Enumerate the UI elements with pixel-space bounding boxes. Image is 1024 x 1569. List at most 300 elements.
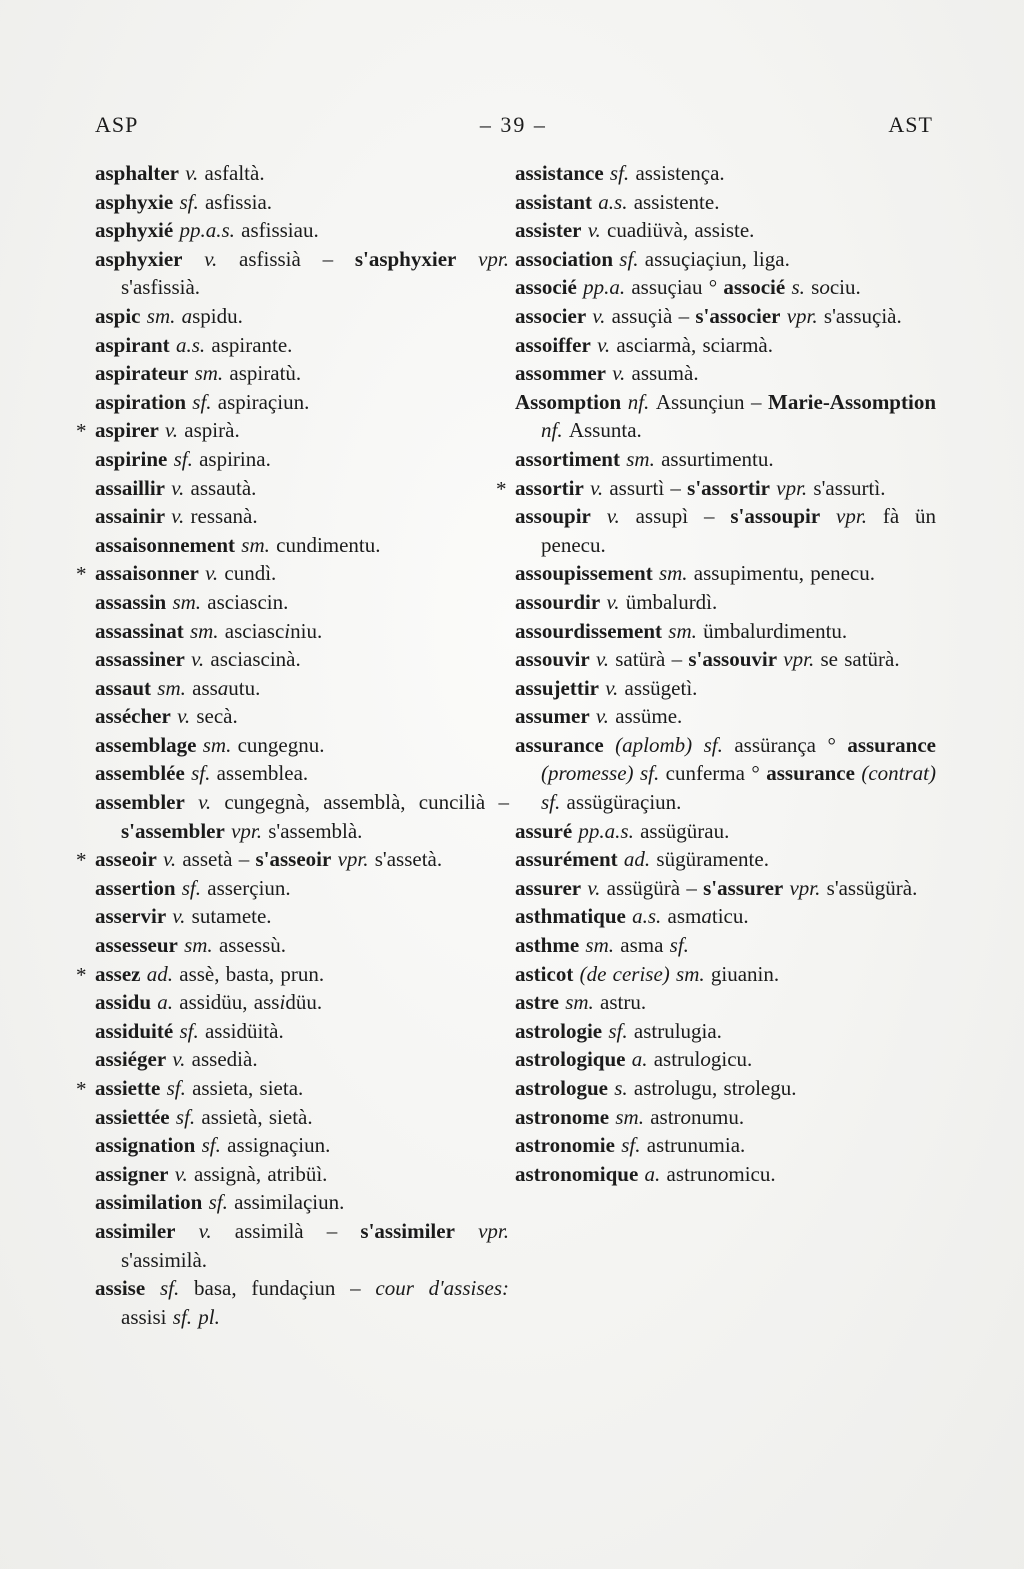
dictionary-entry bbox=[95, 188, 509, 217]
translation-text: astrul bbox=[653, 1047, 701, 1072]
translation-text: astrun bbox=[666, 1161, 718, 1186]
translation-text: asm bbox=[667, 904, 702, 929]
grammar-label: pp.a.s. bbox=[572, 818, 641, 843]
dictionary-entry bbox=[95, 1160, 509, 1189]
grammar-label: v. bbox=[598, 675, 625, 700]
translation-text: assimilà – bbox=[234, 1218, 361, 1243]
translation-text: aspirina. bbox=[199, 446, 271, 471]
grammar-label: vpr. bbox=[820, 504, 883, 529]
grammar-label: sf. bbox=[173, 1018, 205, 1043]
left-column bbox=[76, 159, 509, 1331]
grammar-label: v. bbox=[605, 361, 632, 386]
headword: assourdir bbox=[515, 589, 601, 614]
dictionary-entry bbox=[95, 1017, 509, 1046]
translation-text: assignaçiun. bbox=[227, 1133, 331, 1158]
grammar-label: vpr. bbox=[783, 875, 827, 900]
grammar-label: v. bbox=[583, 475, 610, 500]
grammar-label: a. bbox=[625, 1047, 654, 1072]
translation-text: cuadiüvà, assiste. bbox=[607, 218, 755, 243]
headword: Marie-Assomption bbox=[768, 389, 936, 414]
dictionary-entry bbox=[95, 617, 509, 646]
translation-text: gicu. bbox=[710, 1047, 753, 1072]
dictionary-entry bbox=[95, 359, 509, 388]
headword: assertion bbox=[95, 875, 176, 900]
dictionary-entry bbox=[95, 988, 509, 1017]
grammar-label: sm. bbox=[151, 675, 193, 700]
dictionary-entry bbox=[515, 988, 936, 1017]
headword: s'asphyxier bbox=[354, 246, 457, 271]
translation-text: assistente. bbox=[633, 189, 720, 214]
dictionary-entry bbox=[95, 788, 509, 845]
headword: aspirateur bbox=[95, 361, 189, 386]
grammar-label: a.s. bbox=[625, 904, 668, 929]
dictionary-columns bbox=[76, 159, 936, 1331]
grammar-label: nf. bbox=[541, 418, 569, 443]
translation-text: assurtì – bbox=[609, 475, 688, 500]
translation-text: assidüu, ass bbox=[179, 990, 280, 1015]
translation-text: assignà, atribüì. bbox=[194, 1161, 328, 1186]
grammar-label: (aplomb) sf. bbox=[603, 732, 735, 757]
translation-text: assupimentu, penecu. bbox=[693, 561, 875, 586]
dictionary-entry bbox=[95, 902, 509, 931]
translation-text: astrulugia. bbox=[633, 1018, 722, 1043]
dictionary-entry bbox=[95, 1103, 509, 1132]
dictionary-entry bbox=[515, 388, 936, 445]
translation-text: asfissia. bbox=[204, 189, 273, 214]
dictionary-entry bbox=[515, 502, 936, 559]
grammar-label: ad. bbox=[140, 961, 180, 986]
translation-text: ticu. bbox=[711, 904, 749, 929]
headword: asphyxier bbox=[95, 246, 183, 271]
asterisk-marker: * bbox=[496, 476, 507, 501]
grammar-label: a bbox=[181, 303, 193, 328]
grammar-label: sm. bbox=[619, 446, 662, 471]
dictionary-entry bbox=[515, 902, 936, 931]
headword: assez bbox=[95, 961, 141, 986]
translation-text: asfissiau. bbox=[241, 218, 319, 243]
headword: assurément bbox=[515, 847, 618, 872]
translation-text: astrunumia. bbox=[646, 1133, 746, 1158]
grammar-label: v. bbox=[589, 704, 616, 729]
dictionary-entry bbox=[95, 588, 509, 617]
grammar-label: sf. bbox=[602, 1018, 634, 1043]
translation-text: asfaltà. bbox=[204, 161, 265, 185]
grammar-label: vpr. bbox=[770, 475, 814, 500]
grammar-label: sf. bbox=[202, 1190, 235, 1215]
dictionary-entry bbox=[95, 445, 509, 474]
translation-text: aspirante. bbox=[211, 332, 293, 357]
asterisk-marker: * bbox=[76, 962, 87, 987]
grammar-label: v. bbox=[586, 303, 612, 328]
dictionary-entry bbox=[515, 559, 936, 588]
grammar-label: sm. bbox=[662, 618, 704, 643]
grammar-label: sf. bbox=[195, 1133, 228, 1158]
headword: assuré bbox=[515, 818, 573, 843]
headword: assouvir bbox=[515, 647, 590, 672]
translation-text: asciasc bbox=[224, 618, 285, 643]
dictionary-entry bbox=[95, 216, 509, 245]
headword: assise bbox=[95, 1276, 146, 1301]
headword: assortir bbox=[515, 475, 584, 500]
translation-text: assietà, sietà. bbox=[201, 1104, 313, 1129]
dictionary-entry bbox=[496, 474, 936, 503]
grammar-label: v. bbox=[590, 332, 617, 357]
dictionary-entry bbox=[95, 1217, 509, 1274]
headword: assistance bbox=[515, 161, 604, 185]
translation-text: assügetì. bbox=[624, 675, 698, 700]
grammar-label: a.s. bbox=[592, 189, 634, 214]
dictionary-entry bbox=[515, 273, 936, 302]
grammar-label: a. bbox=[638, 1161, 667, 1186]
dictionary-entry bbox=[515, 817, 936, 846]
grammar-label: sm. bbox=[652, 561, 694, 586]
headword: assoiffer bbox=[515, 332, 591, 357]
headword: astronomique bbox=[515, 1161, 639, 1186]
headword: Assomption bbox=[515, 389, 622, 414]
headword: assoupir bbox=[515, 504, 591, 529]
grammar-label: a bbox=[217, 675, 229, 700]
dictionary-entry bbox=[95, 474, 509, 503]
dictionary-entry bbox=[95, 1274, 509, 1331]
headword: assemblée bbox=[95, 761, 185, 786]
headword: asphyxié bbox=[95, 218, 174, 243]
translation-text: assedià. bbox=[191, 1047, 258, 1072]
headword: assourdissement bbox=[515, 618, 663, 643]
translation-text: secà. bbox=[196, 704, 238, 729]
headword: s'asseoir bbox=[255, 847, 332, 872]
translation-text: asma bbox=[620, 933, 670, 958]
grammar-label: v. bbox=[600, 589, 626, 614]
dictionary-entry bbox=[95, 531, 509, 560]
translation-text: sutamete. bbox=[191, 904, 272, 929]
translation-text: ciu. bbox=[829, 275, 861, 300]
headword: assécher bbox=[95, 704, 171, 729]
grammar-label: v. bbox=[184, 647, 211, 672]
page-number: – 39 – bbox=[479, 112, 547, 137]
translation-text: niu. bbox=[290, 618, 323, 643]
dictionary-entry bbox=[515, 1160, 936, 1189]
grammar-label: v. bbox=[198, 561, 225, 586]
translation-text: s'asfissià. bbox=[121, 275, 201, 300]
translation-text: aspirà. bbox=[184, 418, 240, 443]
dictionary-entry bbox=[515, 1131, 936, 1160]
grammar-label: sf. bbox=[184, 761, 217, 786]
translation-text: astru. bbox=[600, 990, 647, 1015]
translation-text: s'assetà. bbox=[374, 847, 443, 872]
translation-text: assistença. bbox=[635, 161, 725, 185]
dictionary-entry bbox=[515, 216, 936, 245]
grammar-label: i bbox=[284, 618, 291, 643]
headword: aspirine bbox=[95, 446, 168, 471]
headword: association bbox=[515, 246, 614, 271]
grammar-label: o bbox=[744, 1076, 756, 1100]
headword: assujettir bbox=[515, 675, 599, 700]
dictionary-entry bbox=[95, 159, 509, 188]
translation-text: assupì – bbox=[635, 504, 731, 529]
translation-text: astr bbox=[650, 1104, 681, 1129]
headword: assassiner bbox=[95, 647, 185, 672]
grammar-label: sm. bbox=[579, 933, 621, 958]
grammar-label: pp.a. bbox=[576, 275, 632, 300]
dictionary-entry bbox=[95, 759, 509, 788]
grammar-label: v. bbox=[158, 418, 185, 443]
dictionary-entry bbox=[95, 1131, 509, 1160]
headword: assortiment bbox=[515, 446, 620, 471]
grammar-label: v. bbox=[166, 1047, 192, 1072]
dictionary-entry bbox=[515, 1103, 936, 1132]
translation-text: assetà – bbox=[182, 847, 256, 872]
translation-text: cundimentu. bbox=[276, 532, 381, 557]
grammar-label: i bbox=[279, 990, 286, 1015]
translation-text: s'assügürà. bbox=[826, 875, 918, 900]
translation-text: Assunçiun – bbox=[655, 389, 769, 414]
headword: aspiration bbox=[95, 389, 187, 414]
grammar-label: sm. bbox=[140, 303, 182, 328]
grammar-label: v. bbox=[156, 847, 183, 872]
right-column bbox=[496, 159, 936, 1331]
asterisk-marker: * bbox=[76, 562, 87, 587]
translation-text: ass bbox=[192, 675, 218, 700]
grammar-label: sf. bbox=[669, 933, 689, 958]
headword: assiette bbox=[95, 1076, 161, 1100]
grammar-label: v. bbox=[182, 246, 240, 271]
dictionary-entry bbox=[95, 702, 509, 731]
dictionary-entry bbox=[515, 1074, 936, 1103]
asterisk-marker: * bbox=[76, 419, 87, 444]
dictionary-entry bbox=[95, 674, 509, 703]
translation-text: assidüità. bbox=[204, 1018, 284, 1043]
headword: astrologique bbox=[515, 1047, 626, 1072]
translation-text: spidu. bbox=[192, 303, 243, 328]
dictionary-entry bbox=[515, 588, 936, 617]
translation-text: ümbalurdì. bbox=[625, 589, 718, 614]
headword: assaillir bbox=[95, 475, 166, 500]
grammar-label: v. bbox=[168, 1161, 195, 1186]
grammar-label: sf. bbox=[160, 1076, 193, 1100]
dictionary-entry bbox=[515, 645, 936, 674]
grammar-label: sm. bbox=[609, 1104, 651, 1129]
translation-text: cundì. bbox=[224, 561, 277, 586]
dictionary-entry bbox=[95, 874, 509, 903]
grammar-label: v. bbox=[175, 1218, 235, 1243]
translation-text: astr bbox=[633, 1076, 665, 1100]
translation-text: assemblea. bbox=[216, 761, 309, 786]
grammar-label: a. bbox=[151, 990, 180, 1015]
dictionary-entry bbox=[76, 1074, 509, 1103]
dictionary-entry bbox=[515, 159, 936, 188]
headword: assassin bbox=[95, 589, 167, 614]
translation-text: assè, basta, prun. bbox=[179, 961, 325, 986]
headword: aspic bbox=[95, 303, 141, 328]
headword: assimiler bbox=[95, 1218, 176, 1243]
translation-text: s'assurtì. bbox=[813, 475, 886, 500]
headword: assidu bbox=[95, 990, 152, 1015]
dictionary-entry bbox=[95, 931, 509, 960]
grammar-label: s. bbox=[785, 275, 812, 300]
headword: assaisonnement bbox=[95, 532, 236, 557]
headword: asseoir bbox=[95, 847, 157, 872]
translation-text: Assunta. bbox=[568, 418, 642, 443]
headword: assurer bbox=[515, 875, 582, 900]
grammar-label: sm. bbox=[558, 990, 601, 1015]
grammar-label: vpr. bbox=[456, 246, 509, 271]
dictionary-entry bbox=[76, 845, 509, 874]
translation-text: assügürà – bbox=[606, 875, 704, 900]
dictionary-entry bbox=[515, 1045, 936, 1074]
grammar-label: o bbox=[717, 1161, 729, 1186]
headword: assignation bbox=[95, 1133, 196, 1158]
translation-text: assisi bbox=[121, 1304, 173, 1329]
headword: assemblage bbox=[95, 732, 197, 757]
headword: asservir bbox=[95, 904, 167, 929]
translation-text: assimilaçiun. bbox=[234, 1190, 345, 1215]
grammar-label: s. bbox=[607, 1076, 634, 1100]
headword: assaut bbox=[95, 675, 152, 700]
headword: assimilation bbox=[95, 1190, 203, 1215]
translation-text: s'assimilà. bbox=[121, 1247, 208, 1272]
grammar-label: o bbox=[680, 1104, 692, 1129]
headword: s'assortir bbox=[687, 475, 770, 500]
translation-text: utu. bbox=[228, 675, 261, 700]
dictionary-entry bbox=[76, 416, 509, 445]
grammar-label: o bbox=[819, 275, 830, 300]
grammar-label: v. bbox=[166, 904, 192, 929]
grammar-label: sm. bbox=[196, 732, 238, 757]
grammar-label: (contrat) sf. bbox=[541, 761, 936, 815]
grammar-label: v. bbox=[165, 475, 191, 500]
dictionary-entry bbox=[95, 645, 509, 674]
translation-text: basa, fundaçiun – bbox=[194, 1276, 376, 1301]
translation-text: ümbalurdimentu. bbox=[703, 618, 848, 643]
grammar-label: sf. bbox=[603, 161, 636, 185]
headword: s'assouvir bbox=[688, 647, 778, 672]
translation-text: asciarmà, sciarmà. bbox=[616, 332, 773, 357]
translation-text: giuanin. bbox=[710, 961, 780, 986]
asterisk-marker: * bbox=[76, 1077, 87, 1101]
translation-text: s'assuçià. bbox=[823, 303, 902, 328]
grammar-label: v. bbox=[581, 875, 607, 900]
translation-text: lugu, str bbox=[674, 1076, 745, 1100]
dictionary-entry bbox=[515, 617, 936, 646]
headword: s'associer bbox=[695, 303, 781, 328]
headword: assister bbox=[515, 218, 582, 243]
dictionary-entry bbox=[515, 931, 936, 960]
translation-text: asciascin. bbox=[207, 589, 289, 614]
headword: asticot bbox=[515, 961, 574, 986]
translation-text: assügüraçiun. bbox=[566, 790, 682, 815]
header-guide-word-right: AST bbox=[888, 112, 933, 137]
dictionary-entry bbox=[95, 245, 509, 302]
grammar-label: vpr. bbox=[224, 818, 269, 843]
headword: assurance bbox=[847, 732, 936, 757]
translation-text: fà ün penecu. bbox=[541, 504, 936, 557]
grammar-label: vpr. bbox=[331, 847, 375, 872]
grammar-label: (de cerise) sm. bbox=[573, 961, 711, 986]
headword: assistant bbox=[515, 189, 593, 214]
grammar-label: nf. bbox=[621, 389, 656, 414]
dictionary-entry bbox=[95, 388, 509, 417]
dictionary-entry bbox=[95, 1188, 509, 1217]
dictionary-entry bbox=[515, 874, 936, 903]
translation-text: assieta, sieta. bbox=[192, 1076, 304, 1100]
grammar-label: sf. bbox=[175, 875, 208, 900]
headword: assurance bbox=[766, 761, 855, 786]
dictionary-entry bbox=[515, 1017, 936, 1046]
translation-text: aspiraçiun. bbox=[217, 389, 310, 414]
headword: asthme bbox=[515, 933, 580, 958]
grammar-label: sf. bbox=[186, 389, 218, 414]
grammar-label: o bbox=[664, 1076, 675, 1100]
dictionary-entry bbox=[76, 559, 509, 588]
translation-text: micu. bbox=[728, 1161, 776, 1186]
headword: associé bbox=[723, 275, 786, 300]
grammar-label: sm. bbox=[188, 361, 230, 386]
translation-text: se satürà. bbox=[820, 647, 900, 672]
grammar-label: vpr. bbox=[777, 647, 821, 672]
translation-text: cungegnu. bbox=[237, 732, 325, 757]
grammar-label: cour d'assises: bbox=[375, 1276, 509, 1301]
headword: assassinat bbox=[95, 618, 184, 643]
headword: s'assembler bbox=[121, 818, 225, 843]
translation-text: assuçiaçiun, liga. bbox=[644, 246, 790, 271]
translation-text: assürança ° bbox=[734, 732, 848, 757]
dictionary-entry bbox=[515, 674, 936, 703]
headword: assesseur bbox=[95, 933, 178, 958]
headword: astrologie bbox=[515, 1018, 603, 1043]
headword: assiettée bbox=[95, 1104, 170, 1129]
dictionary-entry bbox=[515, 845, 936, 874]
headword: asthmatique bbox=[515, 904, 626, 929]
grammar-label: sf. bbox=[169, 1104, 202, 1129]
grammar-label: sf. bbox=[167, 446, 200, 471]
grammar-label: a.s. bbox=[169, 332, 212, 357]
dictionary-entry bbox=[515, 960, 936, 989]
dictionary-entry bbox=[95, 1045, 509, 1074]
translation-text: asserçiun. bbox=[207, 875, 291, 900]
grammar-label: pp.a.s. bbox=[173, 218, 242, 243]
headword: s'assurer bbox=[703, 875, 784, 900]
dictionary-entry bbox=[515, 331, 936, 360]
grammar-label: sm. bbox=[166, 589, 208, 614]
grammar-label: sm. bbox=[235, 532, 277, 557]
headword: assommer bbox=[515, 361, 606, 386]
dictionary-entry bbox=[515, 731, 936, 817]
headword: assiduité bbox=[95, 1018, 174, 1043]
translation-text: cunferma ° bbox=[665, 761, 767, 786]
translation-text: asciascinà. bbox=[210, 647, 301, 672]
grammar-label: a bbox=[701, 904, 712, 929]
dictionary-entry bbox=[515, 445, 936, 474]
dictionary-entry bbox=[515, 245, 936, 274]
grammar-label: v. bbox=[170, 704, 197, 729]
grammar-label: (promesse) sf. bbox=[541, 761, 666, 786]
translation-text: assautà. bbox=[190, 475, 257, 500]
dictionary-entry bbox=[95, 502, 509, 531]
grammar-label: v. bbox=[184, 790, 225, 815]
translation-text: legu. bbox=[755, 1076, 797, 1100]
grammar-label: o bbox=[700, 1047, 711, 1072]
translation-text: ressanà. bbox=[190, 504, 258, 529]
headword: associer bbox=[515, 303, 587, 328]
headword: assiéger bbox=[95, 1047, 167, 1072]
translation-text: assügürau. bbox=[640, 818, 730, 843]
headword: astre bbox=[515, 990, 559, 1015]
grammar-label: v. bbox=[590, 504, 636, 529]
translation-text: düu. bbox=[285, 990, 323, 1015]
grammar-label: sf. pl. bbox=[172, 1304, 220, 1329]
translation-text: cungegnà, assemblà, cuncilià – bbox=[224, 790, 509, 815]
grammar-label: ad. bbox=[617, 847, 657, 872]
